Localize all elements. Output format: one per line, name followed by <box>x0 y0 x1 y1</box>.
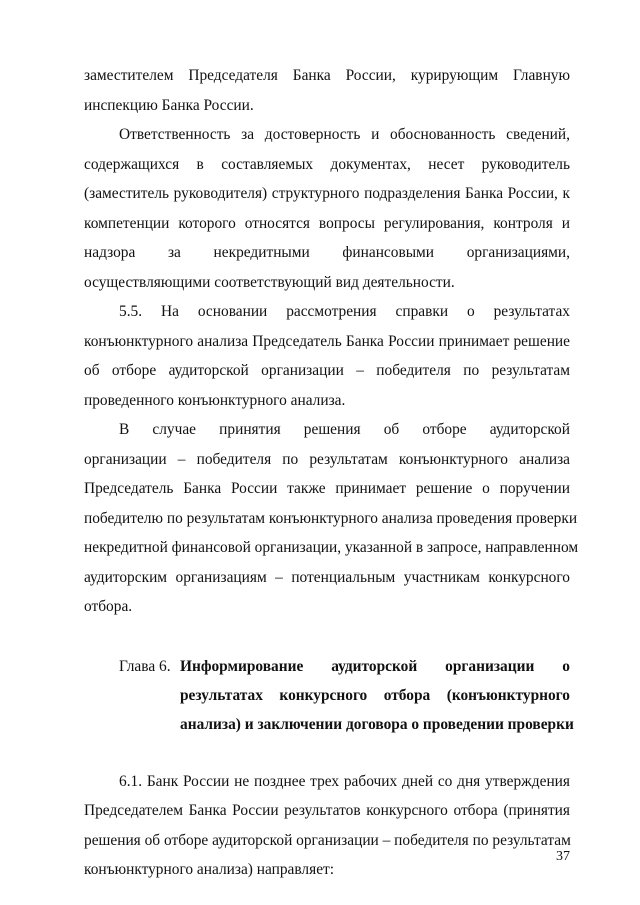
text-line: 5.5. На основании рассмотрения справки о результатах <box>119 303 570 320</box>
chapter-title-text: Информирование аудиторской организации о <box>180 657 570 675</box>
text-line: проведенного конъюнктурного анализа. <box>84 391 346 409</box>
text-line: В случае принятия решения об отборе аудиторской <box>119 421 570 438</box>
text-line: компетенции которого относятся вопросы регулирования, контроля и <box>84 214 570 232</box>
text-line: инспекцию Банка России. <box>84 96 254 114</box>
paragraph-continuation <box>84 61 570 120</box>
chapter-title-line: результатах конкурсного отбора (конъюнктурного <box>180 686 570 704</box>
text-line: организации – победителя по результатам конъюнктурного анализа <box>84 450 570 468</box>
chapter-heading-first-line <box>84 652 570 681</box>
text-line: Председателем Банка России результатов конкурсного отбора (принятия <box>84 802 570 819</box>
text-line: конъюнктурного анализа) направляет: <box>84 861 335 878</box>
paragraph-responsibility <box>84 120 570 297</box>
text-line: (заместитель руководителя) структурного подразделения Банка России, к <box>84 185 570 202</box>
page-number: 37 <box>556 849 570 864</box>
text-line: надзора за некредитными финансовыми организациями, <box>84 244 570 261</box>
text-line: отбора. <box>84 598 133 615</box>
text-line: решения об отборе аудиторской организации – победителя по результатам <box>84 831 571 849</box>
paragraph-6-1 <box>84 767 570 885</box>
chapter-title-line <box>180 652 570 681</box>
text-line: Ответственность за достоверность и обоснованность сведений, <box>119 126 570 143</box>
chapter-label: Глава 6. <box>119 657 171 675</box>
chapter-heading <box>84 652 574 739</box>
text-line: 6.1. Банк России не позднее трех рабочих дней со дня утверждения <box>119 772 570 790</box>
text-line: об отборе аудиторской организации – победителя по результатам <box>84 362 570 379</box>
chapter-title-line: анализа) и заключении договора о проведении проверки <box>180 715 574 733</box>
page-content <box>84 61 579 885</box>
text-line: некредитной финансовой организации, указанной в запросе, направленном <box>84 539 579 556</box>
paragraph-decision <box>84 415 579 622</box>
text-line: содержащихся в составляемых документах, несет руководитель <box>84 155 570 173</box>
text-line: заместителем Председателя Банка России, курирующим Главную <box>84 67 570 84</box>
text-line: Председатель Банка России также принимает решение о поручении <box>84 480 570 497</box>
text-line: осуществляющими соответствующий вид деятельности. <box>84 273 455 291</box>
spacer <box>84 622 570 652</box>
text-line: аудиторским организациям – потенциальным участникам конкурсного <box>84 568 570 586</box>
text-line: конъюнктурного анализа Председатель Банка России принимает решение <box>84 332 570 350</box>
spacer <box>84 739 570 767</box>
paragraph-5-5 <box>84 297 570 415</box>
text-line: победителю по результатам конъюнктурного анализа проведения проверки <box>84 509 578 527</box>
